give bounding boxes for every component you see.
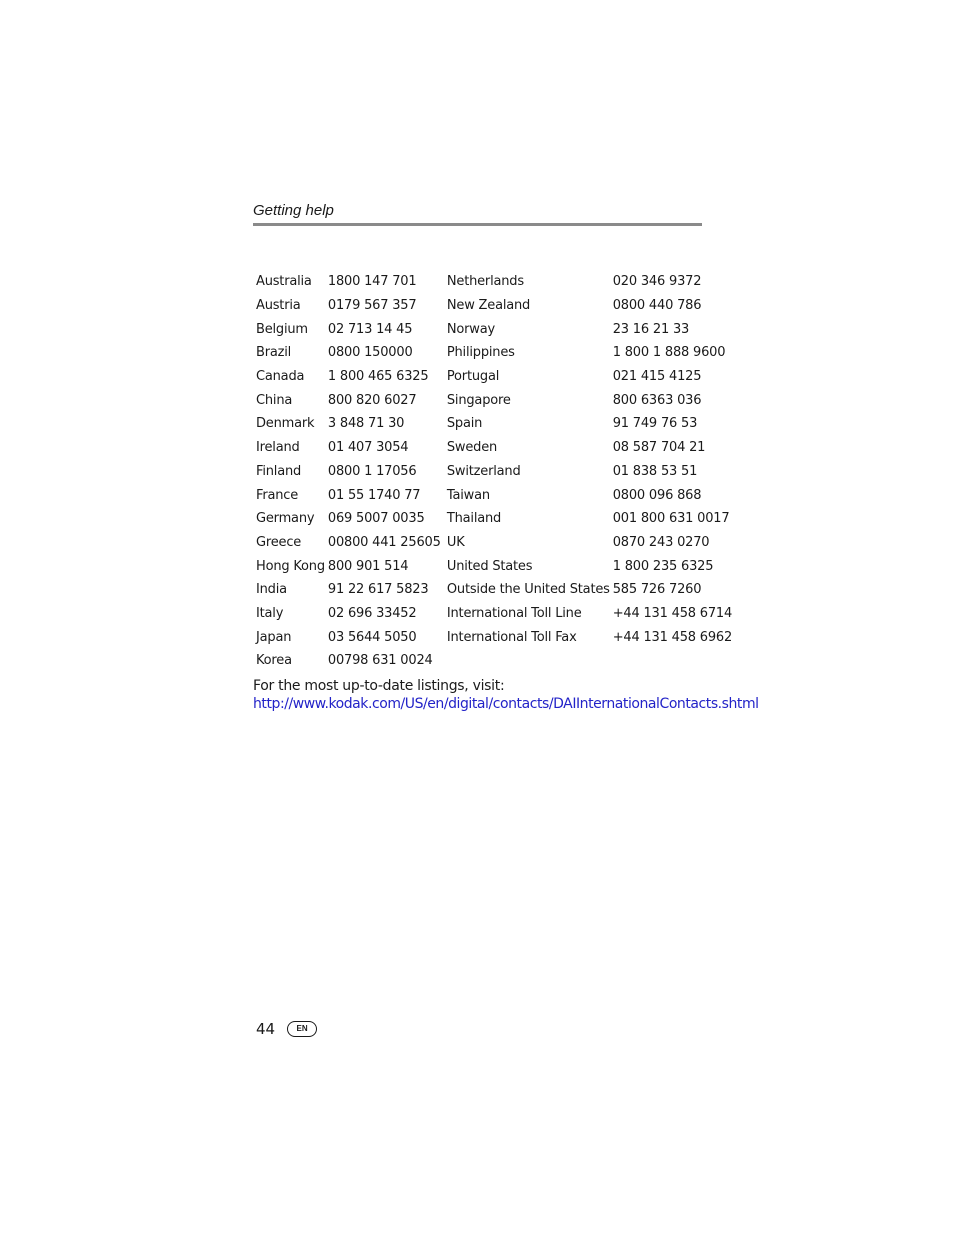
more-info-text: For the most up-to-date listings, visit: (253, 678, 505, 694)
phone-number: 02 696 33452 (327, 605, 417, 621)
country-name: International Toll Line (446, 605, 582, 621)
country-name: Spain (446, 416, 483, 432)
phone-number: 01 838 53 51 (612, 463, 698, 479)
table-row (253, 436, 732, 460)
country-name: France (256, 487, 299, 503)
phone-number: 800 820 6027 (327, 392, 417, 408)
phone-number: 00800 441 25605 (327, 534, 441, 550)
phone-number: 1 800 235 6325 (612, 558, 714, 574)
section-title: Getting help (253, 202, 334, 219)
country-name: Switzerland (446, 463, 521, 479)
page-footer (256, 1020, 317, 1038)
phone-number: 3 848 71 30 (327, 416, 405, 432)
table-row (253, 507, 732, 531)
phone-number: 020 346 9372 (612, 274, 702, 290)
phone-number: 91 749 76 53 (612, 416, 698, 432)
country-name: Norway (446, 321, 495, 337)
phone-number: +44 131 458 6714 (612, 605, 733, 621)
table-row (253, 294, 732, 318)
phone-number: 0800 440 786 (612, 298, 702, 314)
language-badge: EN (287, 1021, 317, 1037)
phone-number: 800 901 514 (327, 558, 409, 574)
phone-number: 1 800 465 6325 (327, 369, 429, 385)
country-name: Hong Kong (256, 558, 325, 574)
table-row (253, 649, 732, 673)
phone-number: +44 131 458 6962 (612, 629, 733, 645)
country-name: Taiwan (446, 487, 490, 503)
country-name: India (256, 582, 287, 598)
country-name: Belgium (256, 321, 308, 337)
phone-number: 02 713 14 45 (327, 321, 413, 337)
table-row (253, 531, 732, 555)
country-name: Australia (256, 274, 312, 290)
phone-number: 91 22 617 5823 (327, 582, 429, 598)
country-name: Germany (256, 511, 315, 527)
phone-number: 03 5644 5050 (327, 629, 417, 645)
country-name: New Zealand (446, 298, 531, 314)
country-name: Greece (256, 534, 302, 550)
table-row (253, 554, 732, 578)
country-name: Finland (256, 463, 302, 479)
phone-number: 585 726 7260 (612, 582, 702, 598)
country-name: Thailand (446, 511, 502, 527)
phone-number: 069 5007 0035 (327, 511, 425, 527)
phone-number: 800 6363 036 (612, 392, 702, 408)
country-name: Philippines (446, 345, 515, 361)
phone-number: 0800 096 868 (612, 487, 702, 503)
country-name: Brazil (256, 345, 292, 361)
table-row (253, 625, 732, 649)
phone-number: 0870 243 0270 (612, 534, 710, 550)
page-number: 44 (256, 1020, 276, 1038)
header-divider (253, 223, 702, 226)
table-row (253, 483, 732, 507)
phone-number: 08 587 704 21 (612, 440, 706, 456)
contact-table-body (253, 270, 732, 673)
phone-number: 1 800 1 888 9600 (612, 345, 726, 361)
more-info (253, 677, 759, 713)
country-name (444, 649, 610, 673)
table-row (253, 317, 732, 341)
country-name: Canada (256, 369, 305, 385)
country-name: Japan (256, 629, 292, 645)
country-name: Austria (256, 298, 301, 314)
country-name: Korea (256, 653, 292, 669)
phone-number: 23 16 21 33 (612, 321, 690, 337)
table-row (253, 602, 732, 626)
country-name: Outside the United States (446, 582, 610, 598)
phone-number: 0179 567 357 (327, 298, 417, 314)
country-name: Portugal (446, 369, 500, 385)
contact-table (253, 270, 732, 673)
contacts-link[interactable]: http://www.kodak.com/US/en/digital/contacts/DAIInternationalContacts.shtml (253, 696, 759, 712)
country-name: UK (446, 534, 465, 550)
phone-number: 001 800 631 0017 (612, 511, 730, 527)
page-header (253, 201, 702, 226)
table-row (253, 460, 732, 484)
phone-number: 1800 147 701 (327, 274, 417, 290)
country-name: Sweden (446, 440, 498, 456)
phone-number: 021 415 4125 (612, 369, 702, 385)
table-row (253, 388, 732, 412)
country-name: China (256, 392, 293, 408)
table-row (253, 341, 732, 365)
table-row (253, 365, 732, 389)
phone-number: 01 55 1740 77 (327, 487, 421, 503)
table-row (253, 270, 732, 294)
phone-number: 0800 150000 (327, 345, 413, 361)
phone-number: 00798 631 0024 (327, 653, 433, 669)
country-name: International Toll Fax (446, 629, 577, 645)
country-name: Singapore (446, 392, 511, 408)
table-row (253, 578, 732, 602)
country-name: Netherlands (446, 274, 524, 290)
table-row (253, 412, 732, 436)
phone-number (610, 649, 732, 673)
country-name: United States (446, 558, 533, 574)
country-name: Ireland (256, 440, 300, 456)
phone-number: 0800 1 17056 (327, 463, 417, 479)
phone-number: 01 407 3054 (327, 440, 409, 456)
country-name: Denmark (256, 416, 315, 432)
country-name: Italy (256, 605, 284, 621)
